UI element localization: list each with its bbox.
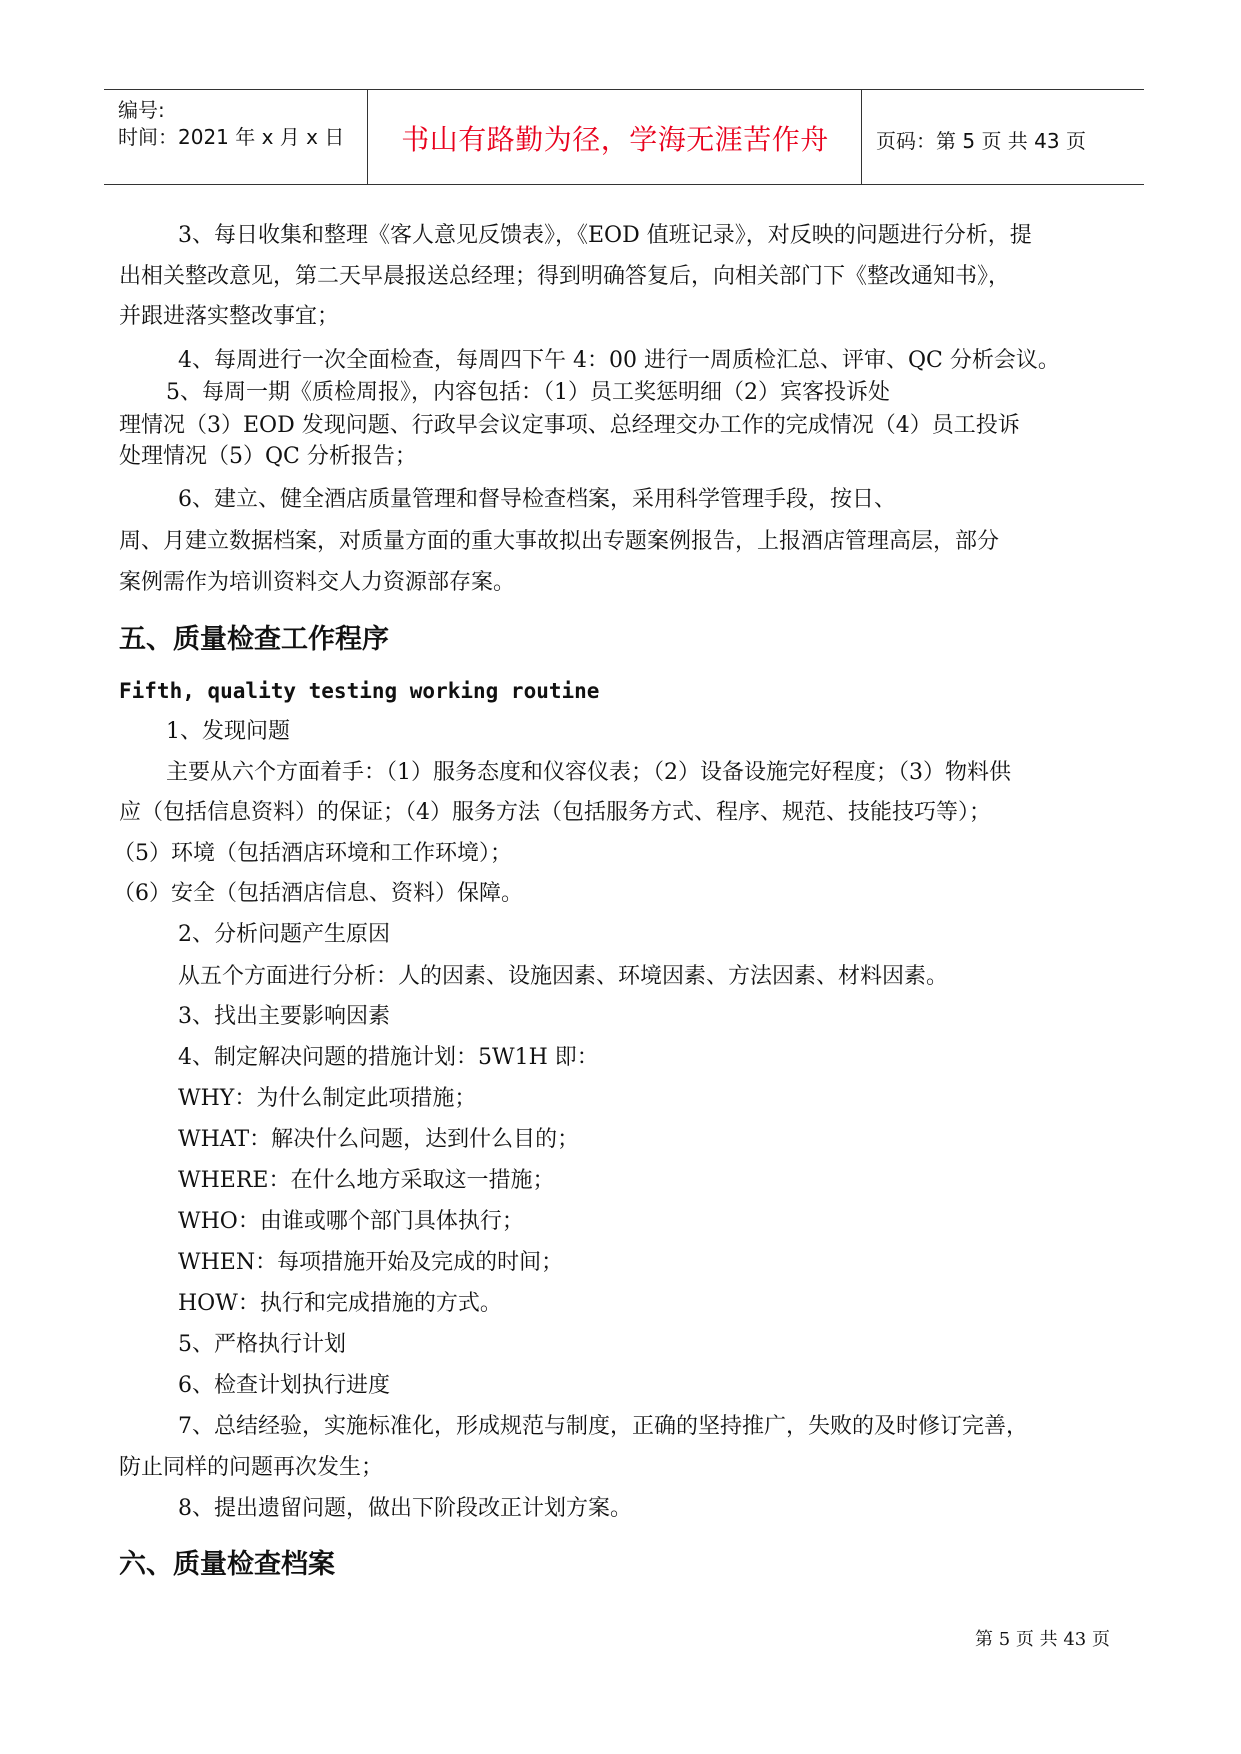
step-1-line-4: （6）安全（包括酒店信息、资料）保障。: [113, 881, 523, 906]
paragraph-6-line-3: 案例需作为培训资料交人力资源部存案。: [119, 570, 516, 595]
5w1h-where: WHERE：在什么地方采取这一措施；: [178, 1168, 555, 1193]
header-motto-cell: [368, 90, 862, 184]
paragraph-3-line-2: 出相关整改意见，第二天早晨报送总经理；得到明确答复后，向相关部门下《整改通知书》，: [119, 264, 1011, 289]
section-5-heading: 五、质量检查工作程序: [119, 624, 389, 655]
5w1h-when: WHEN：每项措施开始及完成的时间；: [178, 1250, 564, 1275]
step-6-title: 6、检查计划执行进度: [178, 1373, 390, 1398]
page-header-table: [104, 89, 1144, 185]
step-1-line-1: 主要从六个方面着手：（1）服务态度和仪容仪表；（2）设备设施完好程度；（3）物料供: [166, 760, 1011, 785]
step-4-title: 4、制定解决问题的措施计划：5W1H 即：: [178, 1045, 599, 1070]
paragraph-3-line-1: 3、每日收集和整理《客人意见反馈表》，《EOD 值班记录》，对反映的问题进行分析，提: [178, 223, 1032, 248]
document-number-label: 编号:: [118, 98, 165, 122]
step-1-line-3: （5）环境（包括酒店环境和工作环境）；: [113, 841, 512, 866]
5w1h-who: WHO：由谁或哪个部门具体执行；: [178, 1209, 524, 1234]
step-5-title: 5、严格执行计划: [178, 1332, 346, 1357]
section-6-heading: 六、质量检查档案: [119, 1549, 335, 1580]
step-1-title: 1、发现问题: [166, 719, 290, 744]
step-2-line-1: 从五个方面进行分析：人的因素、设施因素、环境因素、方法因素、材料因素。: [178, 964, 949, 989]
step-7-line-2: 防止同样的问题再次发生；: [119, 1455, 384, 1480]
header-page-cell: [862, 90, 1144, 184]
5w1h-why: WHY：为什么制定此项措施；: [178, 1086, 477, 1111]
step-8-title: 8、提出遗留问题，做出下阶段改正计划方案。: [178, 1496, 632, 1521]
paragraph-5-line-2: 理情况（3）EOD 发现问题、行政早会议定事项、总经理交办工作的完成情况（4）员工投诉: [119, 413, 1020, 438]
page-footer: 第 5 页 共 43 页: [975, 1629, 1110, 1650]
header-page-number: 页码：第 5 页 共 43 页: [876, 129, 1086, 153]
step-7-line-1: 7、总结经验，实施标准化，形成规范与制度，正确的坚持推广，失败的及时修订完善，: [178, 1414, 1028, 1439]
5w1h-what: WHAT：解决什么问题，达到什么目的；: [178, 1127, 580, 1152]
paragraph-3-line-3: 并跟进落实整改事宜；: [119, 304, 340, 329]
document-time-label: 时间：2021 年 x 月 x 日: [118, 125, 345, 149]
step-1-line-2: 应（包括信息资料）的保证；（4）服务方法（包括服务方式、程序、规范、技能技巧等）；: [119, 800, 992, 825]
step-2-title: 2、分析问题产生原因: [178, 922, 390, 947]
paragraph-5-line-1: 5、每周一期《质检周报》，内容包括：（1）员工奖惩明细（2）宾客投诉处: [166, 380, 890, 405]
paragraph-4: 4、每周进行一次全面检查，每周四下午 4：00 进行一周质检汇总、评审、QC 分析会议。: [178, 348, 1060, 373]
paragraph-6-line-2: 周、月建立数据档案，对质量方面的重大事故拟出专题案例报告，上报酒店管理高层，部分: [119, 529, 1000, 554]
section-5-english-heading: Fifth, quality testing working routine: [119, 679, 600, 703]
step-3-title: 3、找出主要影响因素: [178, 1004, 390, 1029]
paragraph-5-line-3: 处理情况（5）QC 分析报告；: [119, 444, 417, 469]
5w1h-how: HOW：执行和完成措施的方式。: [178, 1291, 502, 1316]
header-meta-cell: [104, 90, 368, 184]
header-motto: 书山有路勤为径，学海无涯苦作舟: [401, 123, 829, 156]
paragraph-6-line-1: 6、建立、健全酒店质量管理和督导检查档案，采用科学管理手段，按日、: [178, 487, 896, 512]
